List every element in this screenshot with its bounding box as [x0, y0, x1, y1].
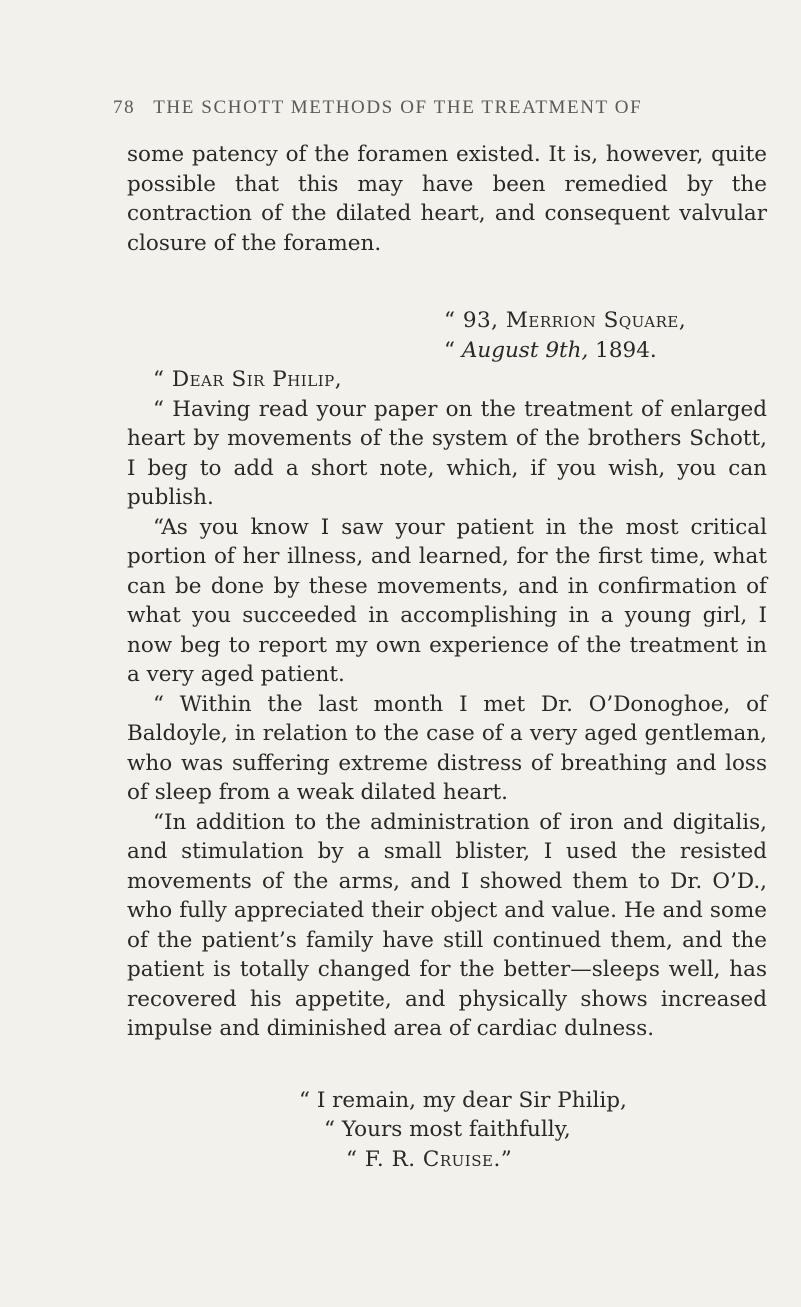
- running-title: THE SCHOTT METHODS OF THE TREATMENT OF: [153, 97, 643, 118]
- letter-paragraph-2: “As you know I saw your patient in the most critical portion of her illness, and learned, for the first time, what can be done by these movements, and in confirmation of what you succeeded in accomplishing in a young girl, I now beg to report my own experience of the treatment in a very aged patient.: [127, 514, 767, 687]
- page-body: [127, 140, 767, 1174]
- letter-paragraph-3: “ Within the last month I met Dr. O’Donoghoe, of Baldoyle, in relation to the case of a very aged gentleman, who was suffering extreme distress of breathing and loss of sleep from a weak dilated heart.: [127, 691, 767, 805]
- letter-salutation: “ Dear Sir Philip,: [153, 367, 343, 392]
- letter-closing-2: “ Yours most faithfully,: [324, 1117, 571, 1142]
- running-header: [113, 97, 642, 119]
- letter-paragraph-1: “ Having read your paper on the treatment of enlarged heart by movements of the system of the brothers Schott, I beg to add a short note, which, if you wish, you can publish.: [127, 396, 767, 510]
- letter-closing-1: “ I remain, my dear Sir Philip,: [299, 1087, 627, 1113]
- letter-date-year: 1894.: [588, 337, 657, 363]
- letter-date: [127, 336, 767, 366]
- letter-paragraph-4: “In addition to the administration of iron and digitalis, and stimulation by a small blister, I used the resisted movements of the arms, and I showed them to Dr. O’D., who fully appreciated their object and value. He and some of the patient’s family have still continued them, and the patient is totally changed for the better—sleeps well, has recovered his appetite, and physically shows increased impulse and diminished area of cardiac dulness.: [127, 809, 767, 1041]
- spacer: [127, 258, 767, 306]
- letter-date-italic: August 9th,: [461, 337, 589, 363]
- letter-address: “ 93, Merrion Square,: [444, 308, 687, 333]
- letter-date-quote: “: [444, 337, 462, 363]
- spacer: [127, 1044, 767, 1086]
- page-number: 78: [113, 97, 136, 118]
- paragraph-foramen: some patency of the foramen existed. It is, however, quite possible that this may have been remedied by the contraction of the dilated heart, and consequent valvular closure of the foramen.: [127, 142, 767, 256]
- letter-signature: “ F. R. Cruise.”: [346, 1146, 513, 1172]
